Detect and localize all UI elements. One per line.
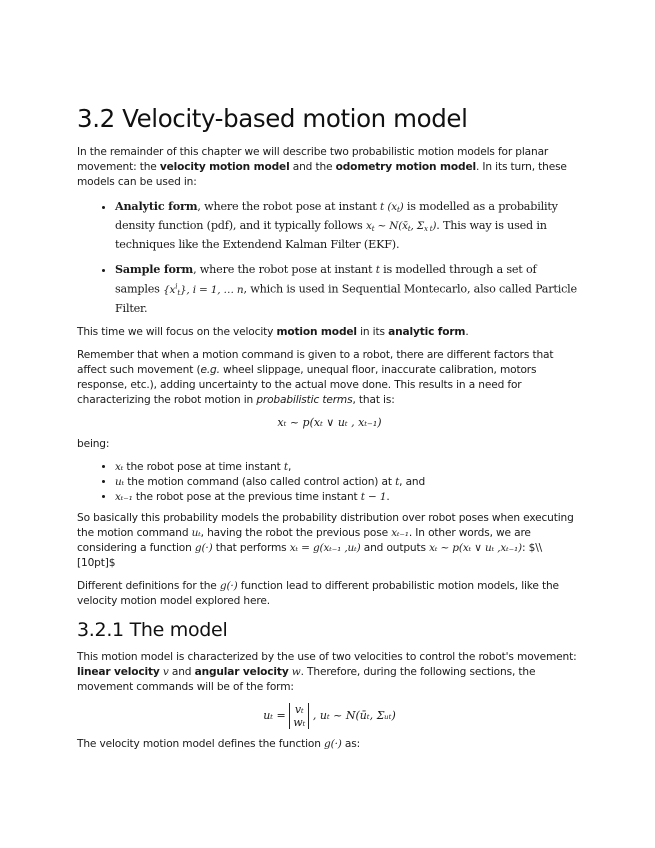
focus-paragraph (77, 325, 582, 340)
section-title: 3.2 Velocity-based motion model (77, 104, 468, 133)
math-subscript: t (407, 225, 411, 233)
math-symbol: t (283, 460, 288, 473)
list-text: , which is used in Sequential Montecarlo, also called Particle Filter. (115, 282, 577, 315)
math-symbol: xₜ₋₁ (391, 526, 409, 539)
intro-text: In the remainder of this chapter we will describe two probabilistic motion models for planar movement: the (77, 146, 549, 173)
para-text: This motion model is characterized by the use of two velocities to control the robot's movement: (77, 650, 577, 663)
focus-text: in its (356, 325, 389, 338)
command-matrix (289, 703, 309, 729)
para-text: , having the robot the previous pose (200, 526, 392, 539)
math-symbol: uₜ (191, 526, 201, 539)
matrix-bottom: wₜ (293, 715, 306, 729)
math-symbol: w (288, 665, 301, 678)
math-symbol-set: {x (163, 283, 176, 296)
def-text: the robot pose at time instant (123, 460, 284, 473)
list-text: . This way is used in techniques like the Extendend Kalman Filter (EKF). (115, 219, 547, 251)
list-text: , where the robot pose at instant (197, 200, 380, 213)
def-text: . (386, 490, 390, 503)
intro-paragraph (77, 145, 582, 190)
para-text: . In other words, we are considering a function (77, 526, 531, 554)
velocity-model-term: velocity motion model (159, 161, 290, 173)
def-text: the robot pose at the previous time instant (132, 490, 361, 503)
math-subscript: t (177, 288, 180, 297)
equation-rhs: , uₜ ~ N(ūₜ, Σᵤₜ) (312, 709, 396, 722)
odometry-model-term: odometry motion model (335, 161, 476, 173)
sample-form-term: Sample form (115, 262, 194, 276)
remember-text: wheel slippage, unequal floor, inaccurate calibration, motors response, etc.), adding uncertainty to the actual move done. This results in a need for characterizing the robot motion in (77, 363, 537, 406)
remember-paragraph (77, 348, 582, 408)
math-symbol: xₜ = g(xₜ₋₁ ,uₜ) (289, 541, 361, 554)
closing-paragraph (77, 737, 582, 752)
math-subscript: t (371, 225, 375, 233)
math-symbol: v (159, 665, 169, 678)
focus-text: . (465, 325, 469, 338)
intro-text: . In its turn, these models can be used in: (77, 161, 567, 188)
para-text: Different definitions for the (77, 579, 220, 592)
math-symbol-x: x (365, 220, 372, 232)
math-symbol: xₜ (115, 460, 124, 473)
para-text: and (168, 665, 195, 678)
eg-abbrev: e.g. (200, 363, 220, 376)
probabilistic-terms: probabilistic terms (256, 393, 353, 406)
para-text: and outputs (360, 541, 430, 554)
definitions-list (77, 460, 582, 505)
math-symbol: t (380, 201, 385, 213)
remember-text: , that is: (352, 393, 395, 406)
list-item (115, 490, 582, 505)
math-symbol: xₜ ~ p(xₜ ∨ uₜ ,xₜ₋₁) (429, 541, 522, 554)
linear-velocity-term: linear velocity (77, 665, 160, 678)
para-text: : $\\ [10pt]$ (77, 541, 543, 569)
math-symbol: g(·) (219, 579, 238, 592)
focus-text: This time we will focus on the velocity (77, 325, 277, 338)
para-text: as: (341, 737, 361, 750)
equation-lhs: uₜ = (263, 709, 286, 722)
basically-paragraph (77, 511, 582, 571)
def-text: the motion command (also called control action) at (124, 475, 396, 488)
list-text: , where the robot pose at instant (193, 263, 376, 276)
being-label: being: (77, 437, 110, 450)
math-distribution: xt ~ N(x̄t, Σx t) (365, 220, 437, 233)
math-superscript: i (175, 282, 178, 290)
list-item-sample-form (115, 261, 582, 317)
math-symbol: g(·) (324, 737, 342, 750)
math-sample-set: $\{x^it\}$, i = 1, … n (163, 282, 244, 297)
equation-command-vector (77, 703, 582, 729)
math-subscript: x t (423, 225, 433, 233)
forms-list (77, 198, 582, 317)
list-item (115, 460, 582, 475)
math-symbol-xt: (x (387, 201, 398, 213)
list-item-analytic-form (115, 198, 582, 253)
def-text: , and (399, 475, 426, 488)
list-text: is modelled as a probability density function (pdf), and it typically follows (115, 200, 558, 232)
para-text: . Therefore, during the following sections, the movement commands will be of the form: (77, 665, 536, 693)
para-text: So basically this probability models the probability distribution over robot poses when executing the motion command (77, 511, 574, 539)
math-symbol: t (395, 475, 400, 488)
math-symbol: t (375, 264, 380, 276)
def-text: , (287, 460, 292, 473)
math-subscript: t (397, 206, 400, 214)
analytic-form-term: Analytic form (115, 199, 198, 213)
intro-text: and the (289, 161, 336, 173)
math-symbol: t − 1 (360, 490, 387, 503)
list-item (115, 475, 582, 490)
matrix-top: vₜ (294, 702, 304, 716)
motion-model-term: motion model (276, 325, 357, 338)
remember-text: Remember that when a motion command is given to a robot, there are different factors that affect such movement ( (77, 348, 554, 376)
para-text: The velocity motion model defines the function (77, 737, 325, 750)
math-symbol: uₜ (115, 475, 125, 488)
content-area (77, 104, 582, 760)
equation-motion-model: xₜ ~ p(xₜ ∨ uₜ , xₜ₋₁) (277, 415, 382, 429)
math-symbol: xₜ₋₁ (115, 490, 133, 503)
analytic-form-term: analytic form (388, 325, 466, 338)
model-paragraph (77, 650, 582, 695)
para-text: that performs (212, 541, 290, 554)
angular-velocity-term: angular velocity (194, 665, 289, 678)
math-symbol: (xt) (387, 201, 404, 214)
different-paragraph (77, 579, 582, 609)
list-text: is modelled through a set of samples (115, 263, 537, 296)
math-symbol: g(·) (194, 541, 213, 554)
para-text: function lead to different probabilistic motion models, like the velocity motion model explored here. (77, 579, 559, 607)
subsection-title: 3.2.1 The model (77, 618, 228, 641)
